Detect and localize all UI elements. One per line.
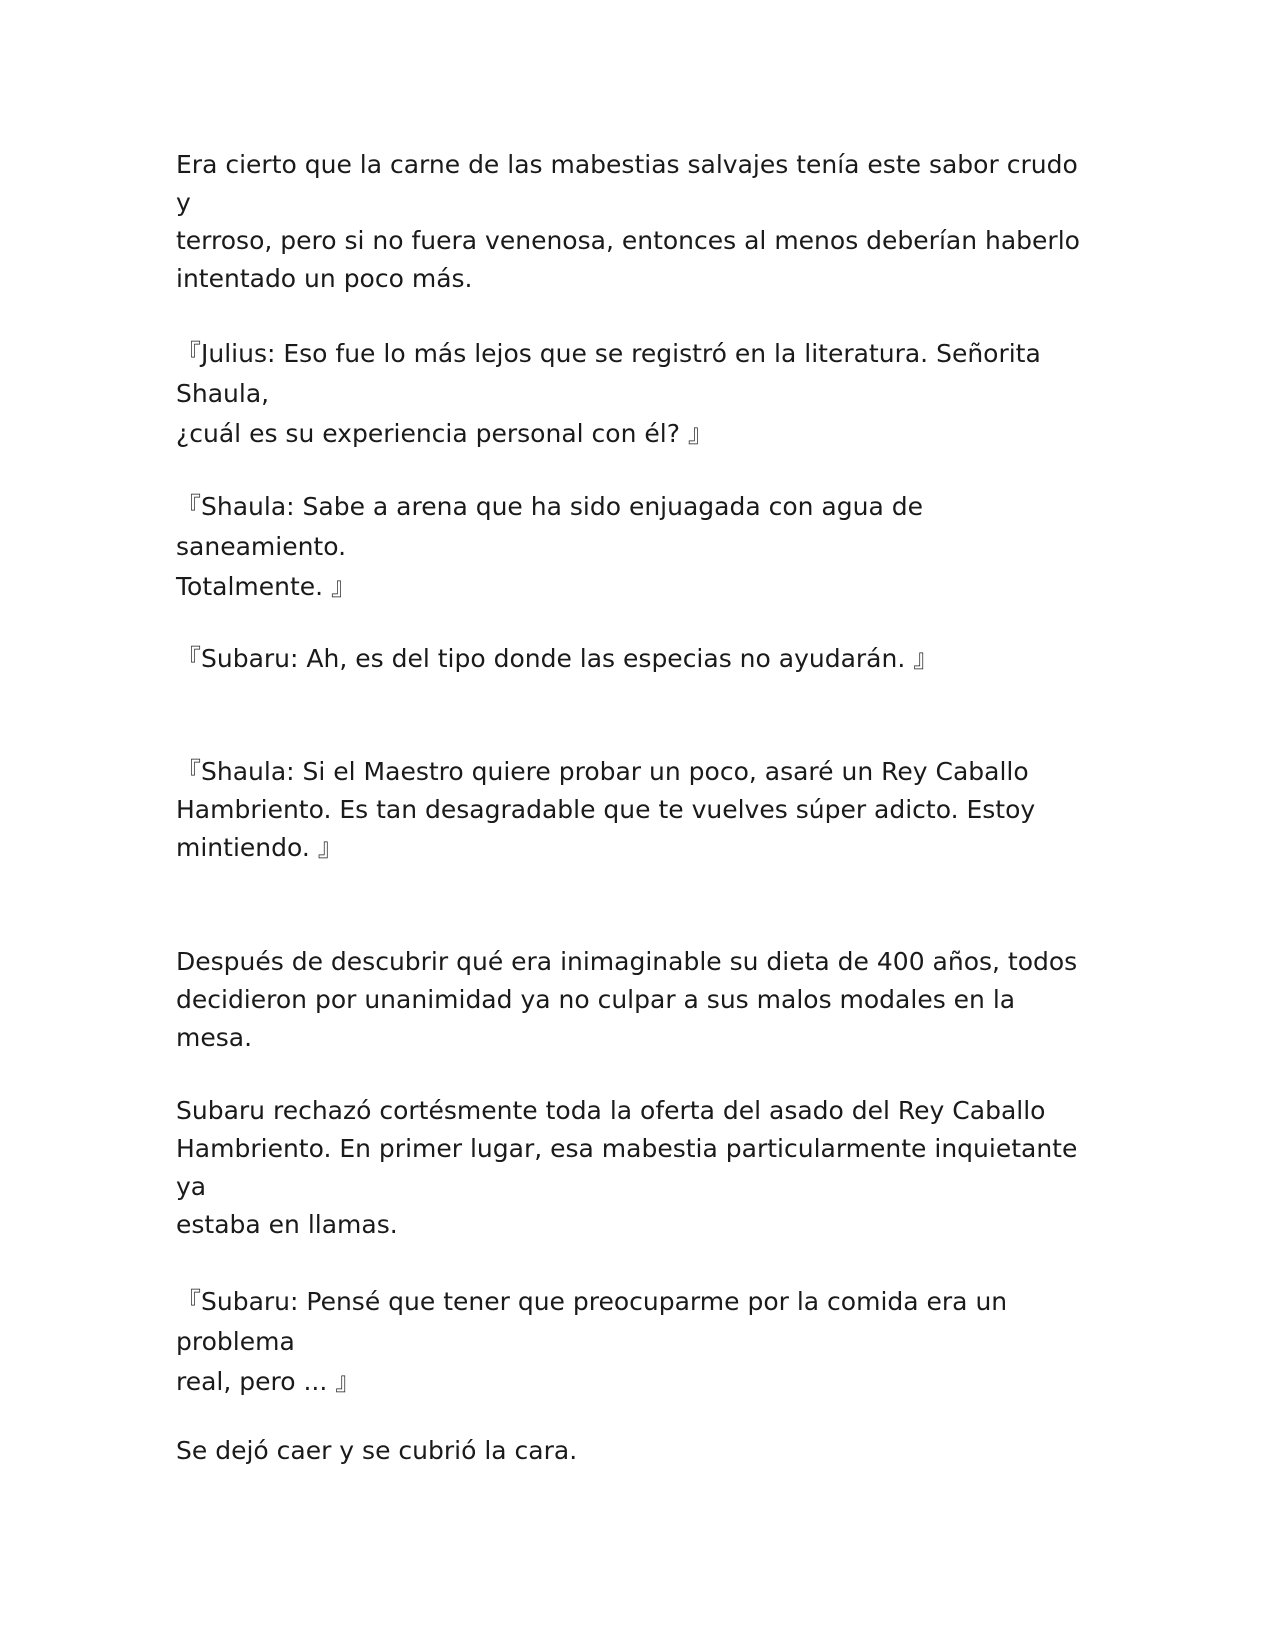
- paragraph-narration-1: Era cierto que la carne de las mabestias salvajes tenía este sabor crudo y terroso, pero si no fuera venenosa, entonces al menos deberían haberlo intentado un poco más.: [176, 150, 1080, 293]
- paragraph-dialogue-julius: 『Julius: Eso fue lo más lejos que se registró en la literatura. Señorita Shaula, ¿cuál es su experiencia personal con él? 』: [176, 339, 1041, 448]
- paragraph-narration-3: Subaru rechazó cortésmente toda la oferta del asado del Rey Caballo Hambriento. En primer lugar, esa mabestia particularmente inquietante ya estaba en llamas.: [176, 1096, 1078, 1239]
- paragraph-narration-4: Se dejó caer y se cubrió la cara.: [176, 1436, 578, 1465]
- paragraph-dialogue-shaula-2: 『Shaula: Si el Maestro quiere probar un poco, asaré un Rey Caballo Hambriento. Es tan desagradable que te vuelves súper adicto. Estoy mintiendo. 』: [176, 757, 1036, 862]
- paragraph-narration-2: Después de descubrir qué era inimaginable su dieta de 400 años, todos decidieron por unanimidad ya no culpar a sus malos modales en la mesa.: [176, 947, 1078, 1052]
- paragraph-dialogue-subaru-2: 『Subaru: Pensé que tener que preocuparme por la comida era un problema real, pero ... 』: [176, 1287, 1008, 1396]
- paragraph-dialogue-shaula-1: 『Shaula: Sabe a arena que ha sido enjuagada con agua de saneamiento. Totalmente. 』: [176, 492, 923, 601]
- paragraph-dialogue-subaru-1: 『Subaru: Ah, es del tipo donde las especias no ayudarán. 』: [176, 644, 939, 673]
